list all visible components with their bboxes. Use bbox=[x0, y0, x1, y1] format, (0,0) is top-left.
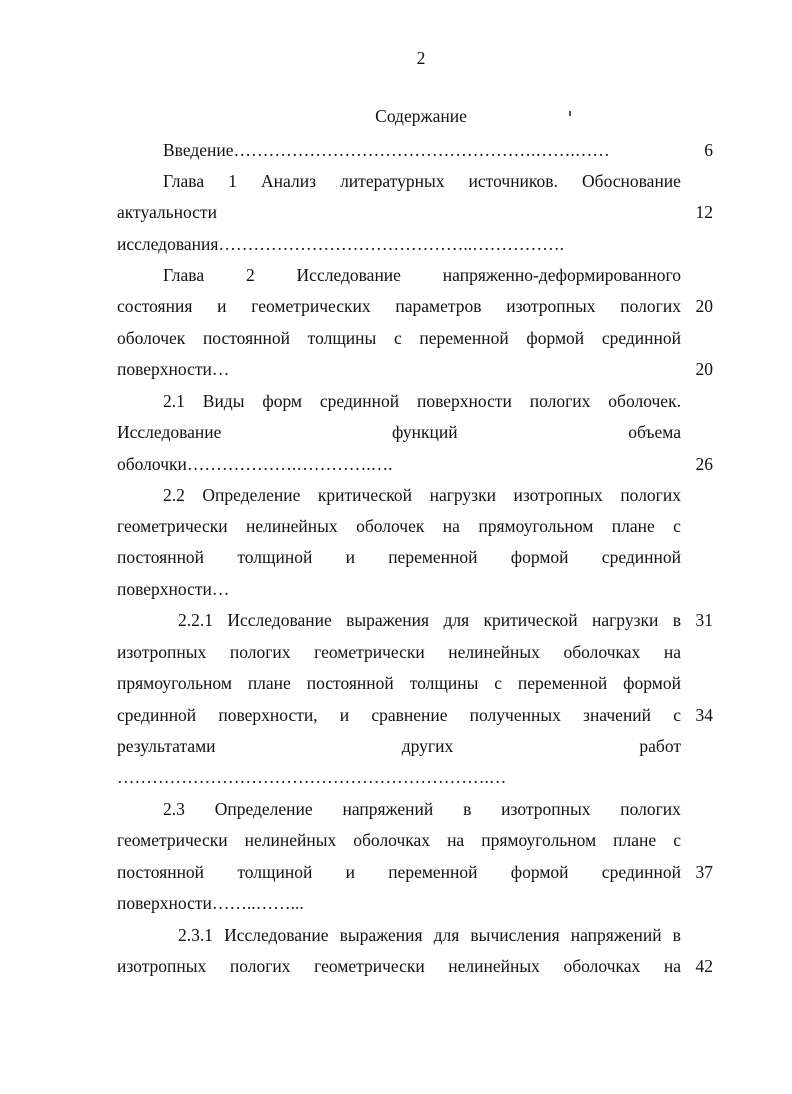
toc-line: ……………………………………………………….… bbox=[117, 767, 507, 787]
toc-line: результатами других работ bbox=[117, 736, 681, 756]
toc-line: геометрически нелинейных оболочках на прямоугольном плане с bbox=[117, 830, 681, 850]
toc-page-number: 31 bbox=[695, 610, 713, 630]
toc-line: 2.3.1 Исследование выражения для вычисления напряжений в bbox=[178, 925, 681, 945]
toc-page-number: 42 bbox=[695, 956, 713, 976]
toc-line: 2.2.1 Исследование выражения для критической нагрузки в bbox=[178, 610, 681, 630]
toc-line: 2.3 Определение напряжений в изотропных пологих bbox=[163, 799, 681, 819]
toc-line: актуальности bbox=[117, 202, 217, 222]
toc-line: прямоугольном плане постоянной толщины с переменной формой bbox=[117, 673, 681, 693]
toc-line: Глава 1 Анализ литературных источников. Обоснование bbox=[163, 171, 681, 191]
toc-line: геометрически нелинейных оболочек на прямоугольном плане с bbox=[117, 516, 681, 536]
toc-line: Исследование функций объема bbox=[117, 422, 681, 442]
toc-line: 2.1 Виды форм срединной поверхности пологих оболочек. bbox=[163, 391, 681, 411]
toc-line: Введение…………………………………………….…….…… bbox=[163, 140, 610, 160]
toc-page-number: 26 bbox=[695, 454, 713, 474]
toc-line: постоянной толщиной и переменной формой срединной bbox=[117, 547, 681, 567]
toc-page-number: 20 bbox=[695, 296, 713, 316]
toc-line: поверхности… bbox=[117, 579, 230, 599]
page-number: 2 bbox=[416, 48, 426, 68]
scan-speck bbox=[569, 111, 571, 116]
toc-line: постоянной толщиной и переменной формой срединной bbox=[117, 862, 681, 882]
toc-line: срединной поверхности, и сравнение полученных значений с bbox=[117, 705, 681, 725]
toc-line: изотропных пологих геометрически нелинейных оболочках на bbox=[117, 642, 681, 662]
toc-line: оболочек постоянной толщины с переменной формой срединной bbox=[117, 328, 681, 348]
toc-page-number: 6 bbox=[704, 140, 713, 160]
toc-line: изотропных пологих геометрически нелинейных оболочках на bbox=[117, 956, 681, 976]
toc-line: 2.2 Определение критической нагрузки изотропных пологих bbox=[163, 485, 681, 505]
toc-page-number: 20 bbox=[695, 359, 713, 379]
toc-line: исследования……………………………………..……………. bbox=[117, 234, 565, 254]
toc-line: поверхности… bbox=[117, 359, 230, 379]
toc-page-number: 37 bbox=[695, 862, 713, 882]
toc-line: Глава 2 Исследование напряженно-деформированного bbox=[163, 265, 681, 285]
toc-line: оболочки……………….………….…. bbox=[117, 454, 393, 474]
toc-line: поверхности……..……... bbox=[117, 893, 304, 913]
toc-page-number: 34 bbox=[695, 705, 713, 725]
contents-title: Содержание bbox=[375, 106, 467, 126]
toc-line: состояния и геометрических параметров изотропных пологих bbox=[117, 296, 681, 316]
toc-page-number: 12 bbox=[695, 202, 713, 222]
